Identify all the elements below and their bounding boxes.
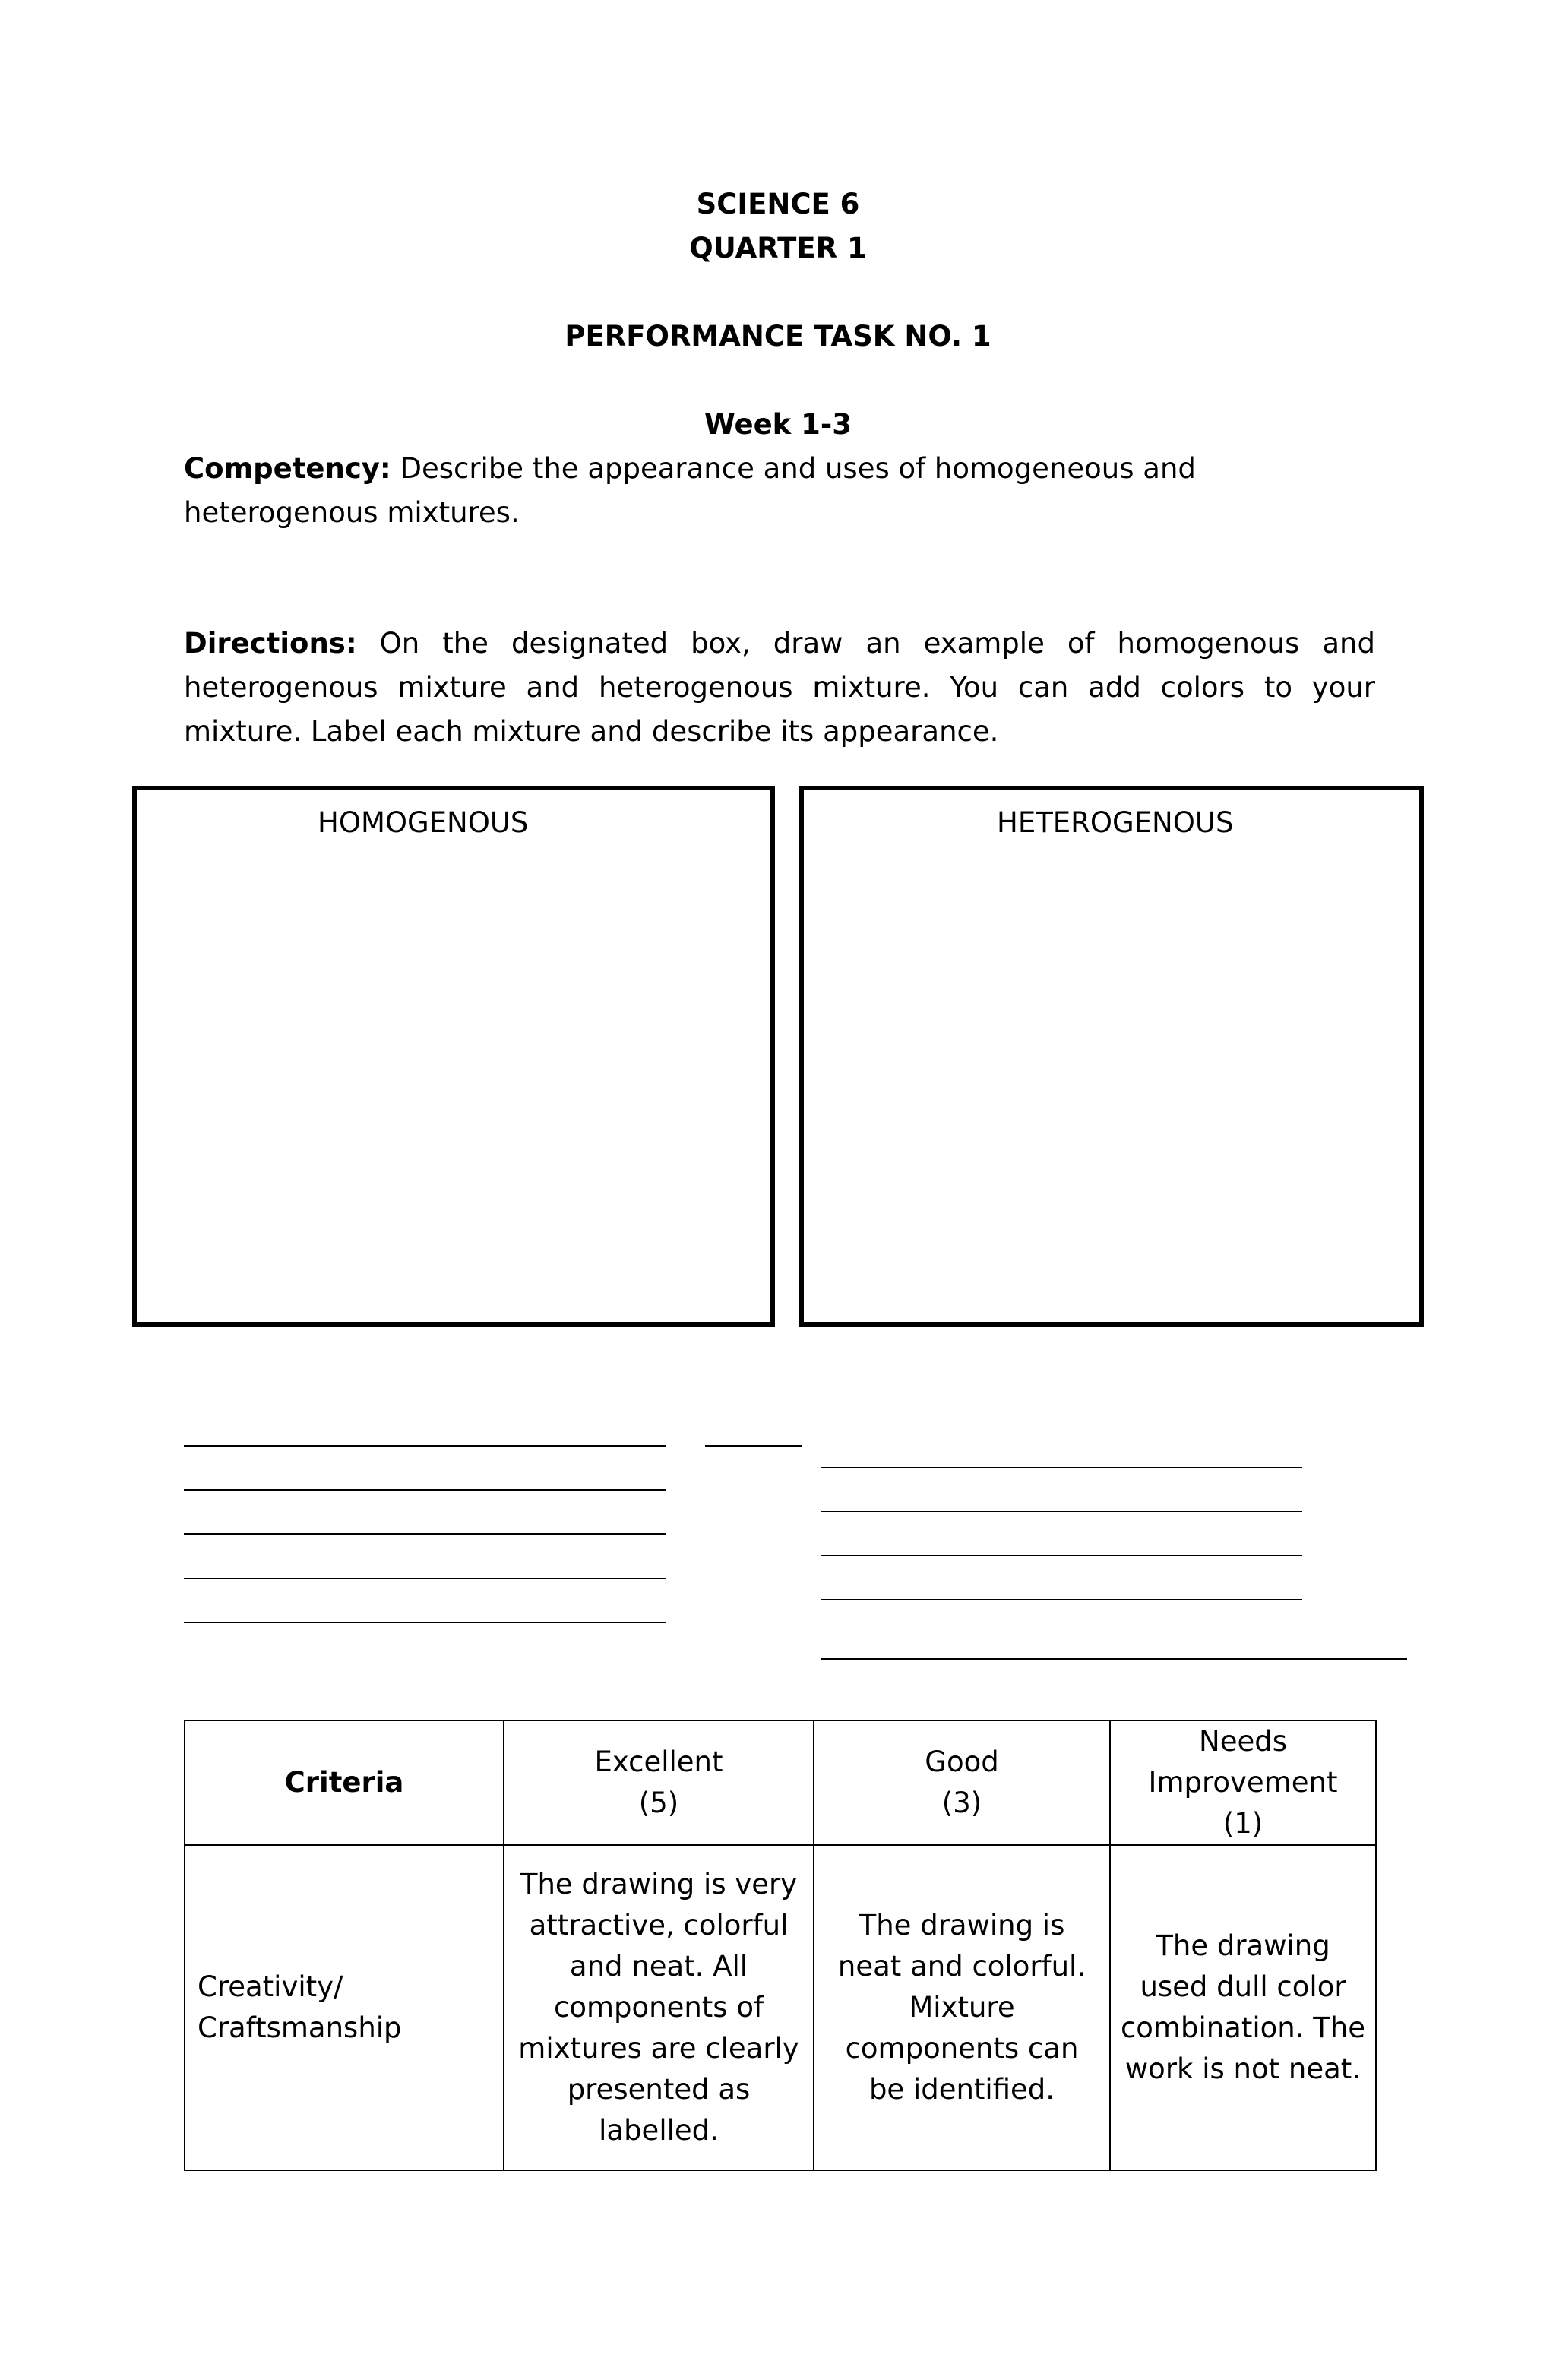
directions-label: Directions: [184,627,357,660]
week-title: Week 1-3 [704,408,852,441]
quarter-title: QUARTER 1 [689,232,867,264]
answer-line[interactable] [821,1658,1407,1660]
table-row [185,1845,1376,2170]
criteria-line-1: Creativity/ [198,1970,343,2003]
needs-improvement-header [1110,1720,1376,1845]
answer-line[interactable] [821,1599,1302,1600]
rubric-header-row [185,1720,1376,1845]
needs-improvement-description: The drawing used dull color combination. The work is not neat. [1110,1845,1376,2170]
answer-line[interactable] [184,1489,666,1491]
good-score: (3) [941,1787,982,1819]
competency-paragraph [184,447,1375,535]
directions-paragraph [184,622,1375,754]
subject-title: SCIENCE 6 [696,188,860,220]
answer-line[interactable] [184,1622,666,1623]
criteria-cell [185,1845,504,2170]
answer-line[interactable] [184,1445,666,1447]
criteria-header: Criteria [185,1720,504,1845]
competency-text: Describe the appearance and uses of homogeneous and heterogenous mixtures. [184,452,1196,529]
answer-line[interactable] [821,1511,1302,1512]
homogenous-label: HOMOGENOUS [318,806,529,839]
task-title: PERFORMANCE TASK NO. 1 [565,320,991,353]
excellent-score: (5) [638,1787,679,1819]
answer-line[interactable] [821,1467,1302,1468]
good-header [814,1720,1110,1845]
heterogenous-drawing-box[interactable] [799,786,1424,1327]
heterogenous-label: HETEROGENOUS [997,806,1234,839]
answer-line[interactable] [184,1578,666,1579]
excellent-label: Excellent [594,1745,723,1778]
excellent-header [504,1720,814,1845]
excellent-description: The drawing is very attractive, colorful and neat. All components of mixtures are clearly presented as labelled. [504,1845,814,2170]
answer-line[interactable] [705,1445,802,1447]
homogenous-drawing-box[interactable] [132,786,775,1327]
competency-label: Competency: [184,452,391,485]
directions-text: On the designated box, draw an example of homogenous and heterogenous mixture and heterogenous mixture. You can add colors to your mixture. Label each mixture and describe its appearance. [184,627,1375,748]
answer-line[interactable] [821,1555,1302,1556]
good-description: The drawing is neat and colorful. Mixture components can be identified. [814,1845,1110,2170]
answer-line[interactable] [184,1533,666,1535]
rubric-table [184,1720,1377,2171]
good-label: Good [925,1745,999,1778]
criteria-line-2: Craftsmanship [198,2011,402,2044]
needs-improvement-label: Needs Improvement [1148,1725,1338,1799]
needs-improvement-score: (1) [1222,1807,1263,1840]
